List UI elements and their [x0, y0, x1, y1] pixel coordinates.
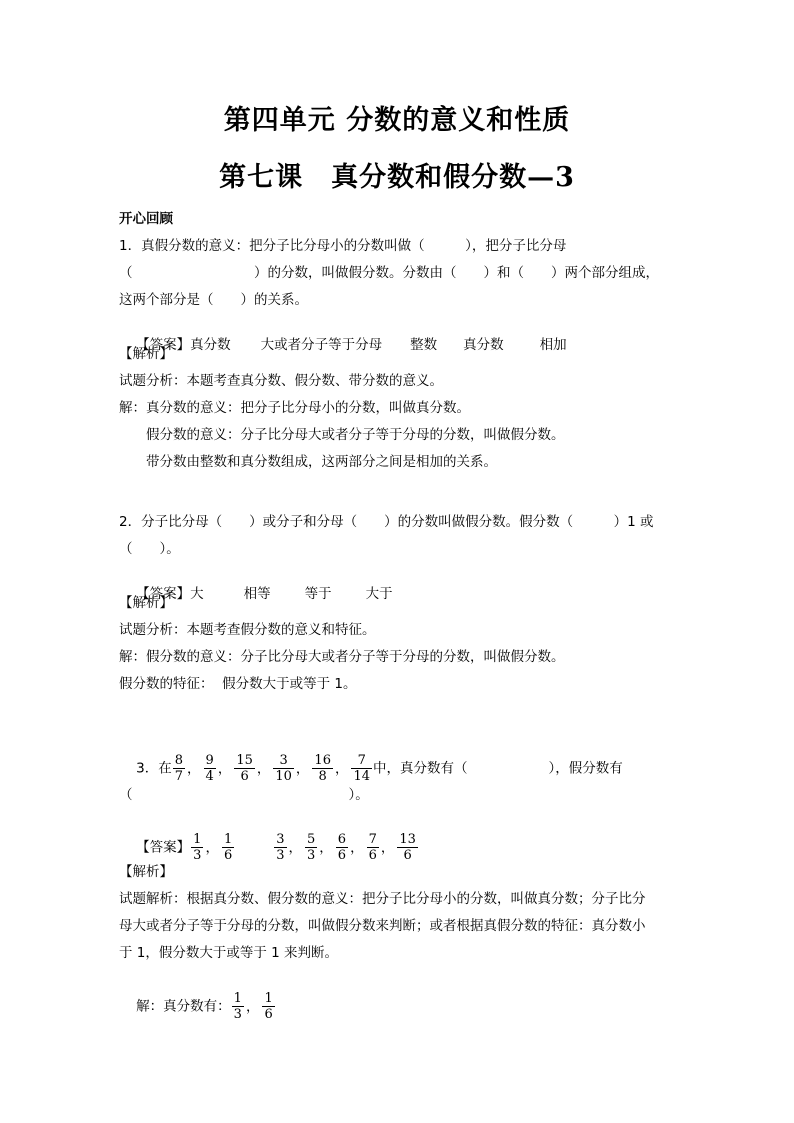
fraction: $\frac{1}{6}$ [223, 832, 233, 863]
answer-item: 大 [190, 586, 204, 602]
lesson-title: 第七课 真分数和假分数—3 [219, 162, 575, 193]
fraction: $\frac{3}{10}$ [275, 753, 292, 784]
fraction: $\frac{15}{6}$ [236, 753, 253, 784]
answer-label: 【答案】 [136, 586, 191, 602]
q3-analysis-1: 试题解析：根据真分数、假分数的意义：把分子比分母小的分数，叫做真分数；分子比分 [119, 891, 646, 907]
answer-item: 等于 [304, 586, 332, 602]
q3-prefix: 3．在 [136, 760, 172, 777]
fraction: $\frac{16}{8}$ [314, 753, 331, 784]
q3-suffix: 中，真分数有（ ），假分数有 [373, 760, 623, 777]
answer-item: 相加 [539, 337, 567, 353]
fraction: $\frac{8}{7}$ [174, 753, 184, 784]
fraction: $\frac{5}{3}$ [307, 832, 316, 863]
answer-item: 大或者分子等于分母 [260, 337, 383, 353]
answer-item: 相等 [243, 586, 271, 602]
q2-line-2: （ ）。 [119, 541, 180, 557]
q3-analysis-label: 【解析】 [119, 864, 173, 880]
q1-line-3: 这两个部分是（ ）的关系。 [119, 292, 308, 308]
answer-item: 大于 [365, 586, 393, 602]
q2-analysis: 试题分析：本题考查假分数的意义和特征。 [119, 622, 376, 638]
answer-label: 【答案】 [136, 337, 191, 353]
answer-item: 整数 [410, 337, 438, 353]
q1-solution-3: 带分数由整数和真分数组成，这两部分之间是相加的关系。 [119, 454, 497, 470]
answer-item: 真分数 [463, 337, 504, 353]
q3-answer: 【答案】 $\frac{1}{3}$ ， $\frac{1}{6}$ $\frac{3}{3}$ ， $\frac{5}{3}$ ， $\frac{6}{6}$ ， $\frac{7}{6}$ ， $\frac{13}{6}$ [136, 832, 416, 863]
q1-analysis: 试题分析：本题考查真分数、假分数、带分数的意义。 [119, 373, 443, 389]
q3-analysis-3: 于 1，假分数大于或等于 1 来判断。 [119, 945, 339, 961]
fraction: $\frac{1}{6}$ [264, 991, 273, 1022]
q3-solution: 解：真分数有： $\frac{1}{3}$ ， $\frac{1}{6}$ [136, 991, 273, 1022]
unit-title: 第四单元 分数的意义和性质 [223, 105, 571, 136]
q2-solution-1: 解：假分数的意义：分子比分母大或者分子等于分母的分数，叫做假分数。 [119, 649, 565, 665]
q3-line-2: （ ）。 [119, 787, 369, 803]
fraction: $\frac{3}{3}$ [276, 832, 285, 863]
q1-line-2: （ ）的分数，叫做假分数。分数由（ ）和（ ）两个部分组成， [119, 265, 659, 281]
q1-solution-1: 解：真分数的意义：把分子比分母小的分数，叫做真分数。 [119, 400, 470, 416]
fraction: $\frac{1}{3}$ [233, 991, 242, 1022]
answer-item: 真分数 [190, 337, 231, 353]
q1-solution-2: 假分数的意义：分子比分母大或者分子等于分母的分数，叫做假分数。 [119, 427, 565, 443]
fraction: $\frac{7}{6}$ [368, 832, 377, 863]
fraction: $\frac{13}{6}$ [399, 832, 416, 863]
q3-line-1: 3．在 $\frac{8}{7}$ ， $\frac{9}{4}$ ， $\frac{15}{6}$ ， $\frac{3}{10}$ ， $\frac{16}{8}$ ， $\frac{7}{14}$ 中，真分数有（ ），假分数有 [136, 753, 623, 784]
q1-answer [119, 318, 567, 372]
q2-analysis-label: 【解析】 [119, 595, 173, 611]
fraction: $\frac{9}{4}$ [205, 753, 214, 784]
fraction: $\frac{6}{6}$ [337, 832, 347, 863]
fraction: $\frac{7}{14}$ [353, 753, 371, 784]
q2-line-1: 2．分子比分母（ ）或分子和分母（ ）的分数叫做假分数。假分数（ ）1 或 [119, 514, 654, 530]
answer-label: 【答案】 [136, 839, 191, 856]
fraction: $\frac{1}{3}$ [193, 832, 202, 863]
q3-analysis-2: 母大或者分子等于分母的分数，叫做假分数来判断；或者根据真假分数的特征：真分数小 [119, 918, 646, 934]
q3-solution-prefix: 解：真分数有： [136, 998, 231, 1015]
q2-solution-2: 假分数的特征： 假分数大于或等于 1。 [119, 676, 357, 692]
q1-analysis-label: 【解析】 [119, 346, 173, 362]
q1-line-1: 1．真假分数的意义：把分子比分母小的分数叫做（ ），把分子比分母 [119, 238, 567, 254]
section-heading: 开心回顾 [119, 211, 173, 227]
